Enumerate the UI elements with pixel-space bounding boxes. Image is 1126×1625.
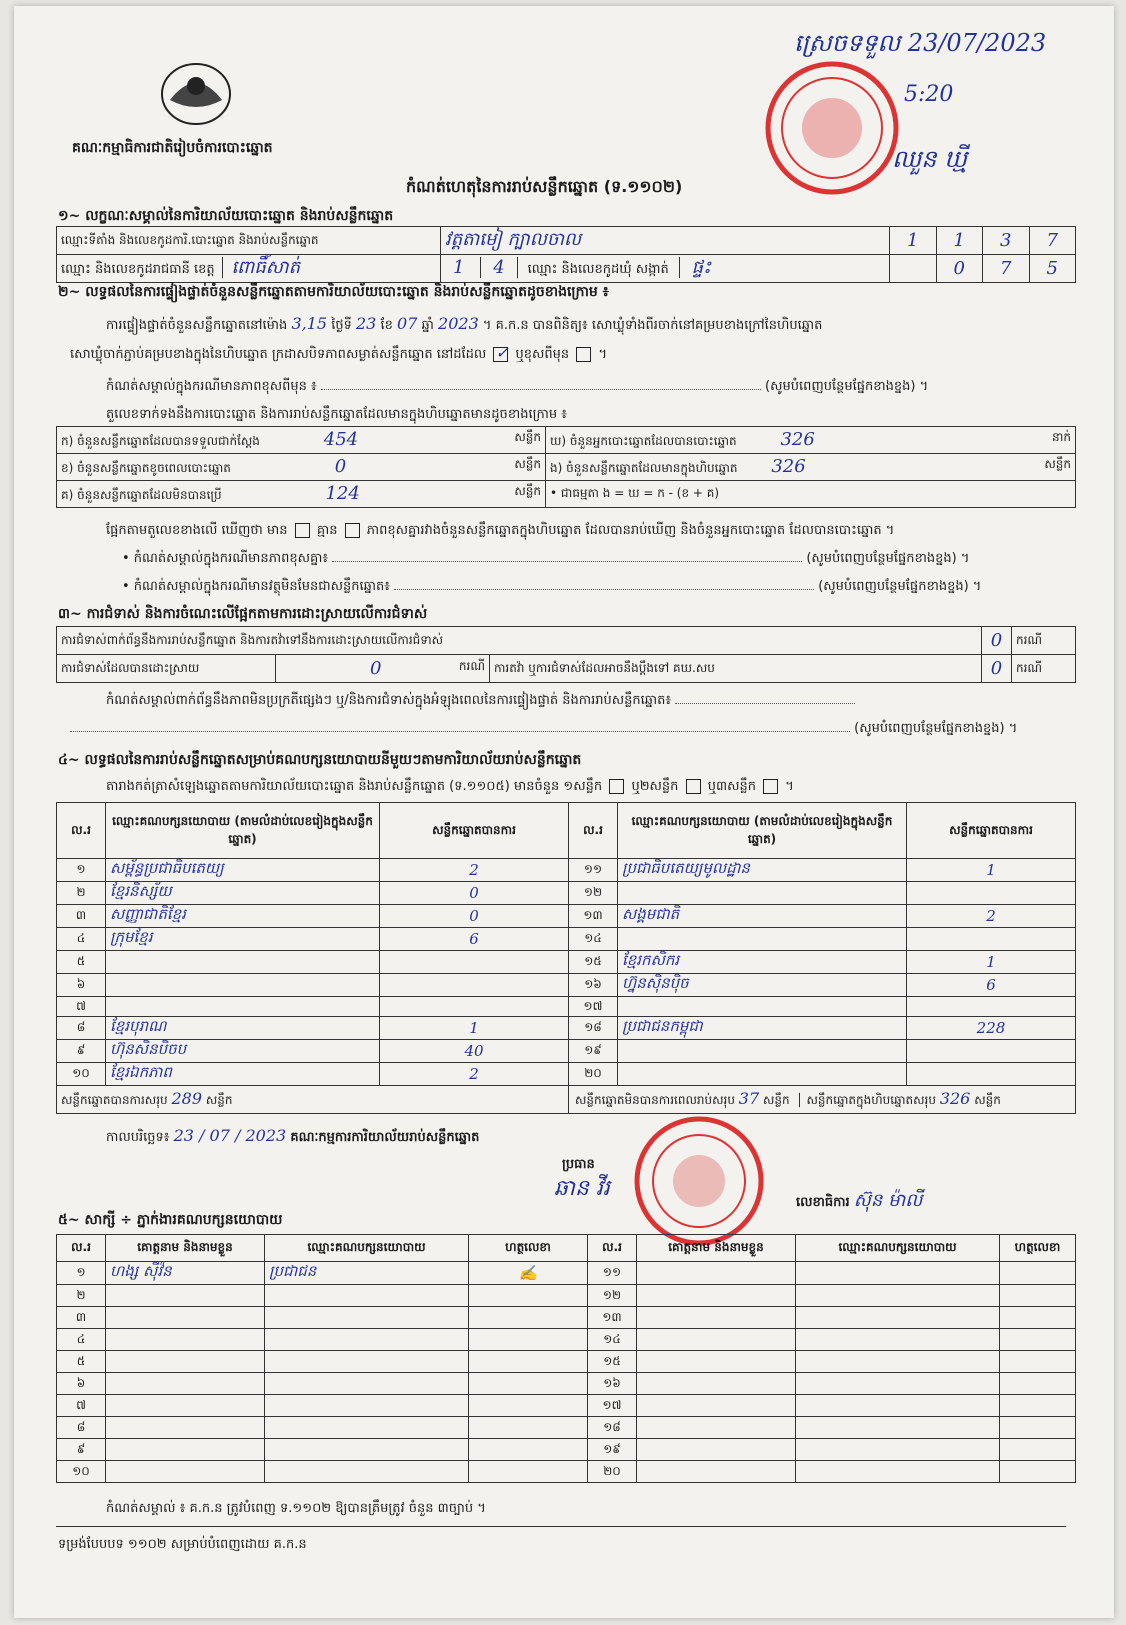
party-name: ក្រុមខ្មែរ [106,928,380,951]
nec-emblem-logo [156,56,236,128]
party-votes: 2 [380,859,569,882]
section-2-heading: ២~ លទ្ធផលនៃការផ្ទៀងផ្ទាត់ចំនួនសន្លឹកឆ្នោតតាមការិយាល័យបោះឆ្នោត និងរាប់សន្លឹកឆ្នោតដូចខាងក្រោម ៖ [58,284,609,300]
party-votes: 0 [380,882,569,905]
party-row-number: ៦ [57,974,106,997]
witness-row-number: ១៥ [588,1351,637,1373]
witness-party [796,1329,1000,1351]
station-code-3: 3 [983,227,1030,255]
party-votes: 1 [380,1017,569,1040]
party-row-number: ១២ [569,882,618,905]
party-rows [57,859,1076,1086]
witness-row-number: ៨ [57,1417,106,1439]
prior-note-hint: (សូមបំពេញបន្ថែមផ្នែកខាងខ្នង) ។ [765,379,929,394]
reconcile-sentence: ។ គ.ក.ន បានពិនិត្យ៖ សោឃ្លុំទាំងពីរចាក់នៅគម្របខាងក្រៅនៃហិបឆ្នោត [482,318,823,333]
witness-party [796,1395,1000,1417]
discrepancy-sentence-a: ផ្អែកតាមតួលេខខាងលើ ឃើញថា មាន [106,523,288,538]
party-name [106,951,380,974]
witness-row [57,1285,1076,1307]
witness-name [106,1373,265,1395]
party-votes: 1 [907,859,1076,882]
party-votes [380,997,569,1017]
footer-divider [56,1526,1066,1527]
witness-name [637,1395,796,1417]
witness-col-sign-left: ហត្ថលេខា [469,1235,588,1262]
party-row-number: ១១ [569,859,618,882]
station-label: ឈ្មោះទីតាំង និងលេខកូដការិ.បោះឆ្នោត និងរាប់សន្លឹកឆ្នោត [57,227,441,255]
party-row [57,905,1076,928]
valid-votes-label: សន្លឹកឆ្នោតបានការសរុប [61,1093,168,1107]
party-row-number: ១៥ [569,951,618,974]
seal-no-checkbox[interactable] [576,347,591,362]
witness-row-number: ១២ [588,1285,637,1307]
count-b-label: ខ) ចំនួនសន្លឹកឆ្នោតខូចពេលបោះឆ្នោត [61,461,231,475]
witness-signature [1000,1417,1076,1439]
party-name [106,997,380,1017]
witness-row-number: ៤ [57,1329,106,1351]
ballot-counts-table: ក) ចំនួនសន្លឹកឆ្នោតដែលបានទទួលជាក់ស្តែង 454 សន្លឹក ឃ) ចំនួនអ្នកបោះឆ្នោតដែលបានបោះឆ្នោត 326 នាក់ ខ) ចំនួនសន្លឹកឆ្នោតខូចពេលបោះឆ្នោត 0 សន្លឹក ង) ចំនួនសន្លឹកឆ្នោតដែលមានក្នុងហិបឆ្នោត 326 សន្លឹក គ) ចំនួនសន្លឹកឆ្នោតដែលមិនបានប្រើ 124 សន្លឹក • ជាធម្មតា ង = ឃ = ក - (ខ + គ) [56,426,1076,508]
foreign-object-note-label: • កំណត់សម្គាល់ក្នុងករណីមានវត្ថុមិនមែនជាសន្លឹកឆ្នោត៖ [122,579,390,594]
party-row [57,859,1076,882]
section-3-heading: ៣~ ការជំទាស់ និងការចំណេះលើផ្អែកតាមការដោះស្រាយលើការជំទាស់ [58,606,428,622]
witness-signature [1000,1307,1076,1329]
party-row [57,951,1076,974]
witness-party [265,1395,469,1417]
witness-signature [1000,1461,1076,1483]
witness-col-name-left: គោត្តនាម និងនាមខ្លួន [106,1235,265,1262]
count-e-label: ង) ចំនួនសន្លឹកឆ្នោតដែលមានក្នុងហិបឆ្នោត [550,461,738,475]
party-row-number: ១៧ [569,997,618,1017]
witness-row-number: ១៤ [588,1329,637,1351]
witness-signature [469,1461,588,1483]
witness-row [57,1395,1076,1417]
party-votes: 228 [907,1017,1076,1040]
col-no-right: ល.រ [569,803,618,859]
witness-name [637,1439,796,1461]
party-row-number: ១ [57,859,106,882]
witness-signature [1000,1373,1076,1395]
witness-party [265,1307,469,1329]
witness-col-sign-right: ហត្ថលេខា [1000,1235,1076,1262]
party-votes: 40 [380,1040,569,1063]
witness-row [57,1262,1076,1285]
witness-party [796,1439,1000,1461]
witness-name [637,1417,796,1439]
witness-row-number: ១៨ [588,1417,637,1439]
witness-name [106,1417,265,1439]
witness-signature [469,1329,588,1351]
witness-row-number: ៩ [57,1439,106,1461]
party-votes: 6 [380,928,569,951]
irregularity-note-label: កំណត់សម្គាល់ពាក់ព័ន្ធនឹងភាពមិនប្រក្រតីផ្សេងៗ ឬ/និងការជំទាស់ក្នុងអំឡុងពេលនៃការផ្ទៀងផ្ទាត់ និងការរាប់សន្លឹកឆ្នោត៖ [106,693,672,708]
party-votes [907,1040,1076,1063]
commune-code-3: 5 [1029,255,1076,283]
party-name [106,974,380,997]
witness-rows [57,1262,1076,1483]
witness-signature [469,1351,588,1373]
witness-name [106,1461,265,1483]
party-row-number: ១០ [57,1063,106,1086]
objections-table: ការជំទាស់ពាក់ព័ន្ធនឹងការរាប់សន្លឹកឆ្នោត និងការតវ៉ាទៅនឹងការដោះស្រាយលើការជំទាស់ 0 ករណី ការជំទាស់ដែលបានដោះស្រាយ 0 ករណី ការតវ៉ា ឬការជំទាស់ដែលអាចនឹងប្តឹងទៅ គឃ.សប 0 ករណី [56,626,1076,683]
reconcile-year-label: ឆ្នាំ [421,318,434,333]
witness-row [57,1417,1076,1439]
witness-signature [469,1395,588,1417]
witness-row-number: ៣ [57,1307,106,1329]
party-name: ប្រជាជនកម្ពុជា [618,1017,907,1040]
received-date-handwritten: ស្រេចទទួល 23/07/2023 [794,29,1047,57]
annex-one-checkbox[interactable] [609,779,624,794]
reconcile-day-label: ថ្ងៃទី [331,318,352,333]
party-row [57,882,1076,905]
party-row-number: ១៣ [569,905,618,928]
count-e-value: 326 [771,456,806,477]
count-formula: • ជាធម្មតា ង = ឃ = ក - (ខ + គ) [546,481,1076,508]
count-b-value: 0 [334,456,347,477]
witness-name [106,1329,265,1351]
party-row-number: ១៦ [569,974,618,997]
witness-signature [1000,1439,1076,1461]
witness-row-number: ២ [57,1285,106,1307]
witness-party [796,1461,1000,1483]
party-name: ខ្មែរឯកភាព [106,1063,380,1086]
witness-col-name-right: គោត្តនាម និងនាមខ្លួន [637,1235,796,1262]
count-d-value: 326 [780,429,815,450]
commune-label: ឈ្មោះ និងលេខកូដឃុំ សង្កាត់ [527,262,669,277]
col-votes-left: សន្លឹកឆ្នោតបានការ [380,803,569,859]
party-votes: 6 [907,974,1076,997]
resolved-label: ការជំទាស់ដែលបានដោះស្រាយ [57,655,276,683]
witness-name [637,1262,796,1285]
chair-label: ប្រធាន [562,1157,595,1172]
box-votes-label: សន្លឹកឆ្នោតក្នុងហិបឆ្នោតសរុប [806,1093,936,1107]
party-row-number: ៥ [57,951,106,974]
witness-row [57,1373,1076,1395]
party-row-number: ៩ [57,1040,106,1063]
chair-signature: ឆាន វីរ [554,1176,610,1201]
witness-signature [469,1417,588,1439]
witness-row [57,1329,1076,1351]
province-code-2: 4 [480,257,517,278]
party-name [618,882,907,905]
count-d-label: ឃ) ចំនួនអ្នកបោះឆ្នោតដែលបានបោះឆ្នោត [550,434,737,448]
witness-row-number: ១០ [57,1461,106,1483]
witness-row-number: ២០ [588,1461,637,1483]
commune-code-2: 7 [983,255,1030,283]
footer-note: កំណត់សម្គាល់ ៖ គ.ក.ន ត្រូវបំពេញ ទ.១១០២ ឱ្យបានត្រឹមត្រូវ ចំនួន ៣ច្បាប់ ។ [106,1501,486,1516]
party-votes [380,974,569,997]
commission-name: គណៈកម្មាធិការជាតិរៀបចំការបោះឆ្នោត [72,140,273,156]
party-name: ហ៊ុនសិនបិចប [106,1040,380,1063]
reconcile-time-label: ការផ្ទៀងផ្ទាត់ចំនួនសន្លឹកឆ្នោតនៅម៉ោង [106,318,288,333]
reconcile-month-value: 07 [397,314,418,333]
party-votes: 1 [907,951,1076,974]
witness-name [637,1373,796,1395]
party-name [618,928,907,951]
secretary-label: លេខាធិការ [796,1195,850,1210]
party-votes [907,997,1076,1017]
party-votes: 2 [907,905,1076,928]
party-row [57,1040,1076,1063]
party-votes: 0 [380,905,569,928]
section-4-heading: ៤~ លទ្ធផលនៃការរាប់សន្លឹកឆ្នោតសម្រាប់គណបក្សនយោបាយនីមួយៗតាមការិយាល័យរាប់សន្លឹកឆ្នោត [58,752,582,768]
witness-party [796,1417,1000,1439]
discrepancy-yes-checkbox[interactable] [295,523,310,538]
witness-name [106,1351,265,1373]
witness-row [57,1439,1076,1461]
seal-no-label: ឬខុសពីមុន [515,347,570,362]
witness-party [796,1285,1000,1307]
received-by-handwritten: ឈួន ឃ្មី [892,145,968,173]
province-code-1: 1 [453,257,465,278]
witness-row-number: ១៧ [588,1395,637,1417]
witness-party [265,1351,469,1373]
party-row [57,1063,1076,1086]
col-no-left: ល.រ [57,803,106,859]
party-name: ប្រជាធិបតេយ្យមូលដ្ឋាន [618,859,907,882]
party-row [57,997,1076,1017]
witness-row [57,1351,1076,1373]
witness-party [265,1329,469,1351]
witness-row-number: ៦ [57,1373,106,1395]
reconcile-year-value: 2023 [438,314,479,333]
official-seal-stamp-bottom [632,1114,766,1248]
witness-row-number: ១៣ [588,1307,637,1329]
count-a-label: ក) ចំនួនសន្លឹកឆ្នោតដែលបានទទួលជាក់ស្តែង [61,434,260,448]
footer-form-label: ទម្រង់បែបបទ ១១០២ សម្រាប់បំពេញដោយ គ.ក.ន [58,1537,307,1552]
witness-name [637,1329,796,1351]
witness-party [796,1307,1000,1329]
objections-total-label: ការជំទាស់ពាក់ព័ន្ធនឹងការរាប់សន្លឹកឆ្នោត និងការតវ៉ាទៅនឹងការដោះស្រាយលើការជំទាស់ [57,627,982,655]
witness-row-number: ៧ [57,1395,106,1417]
party-row-number: ៤ [57,928,106,951]
witness-name [106,1439,265,1461]
col-party-right: ឈ្មោះគណបក្សនយោបាយ (តាមលំដាប់លេខរៀងក្នុងសន្លឹកឆ្នោត) [618,803,907,859]
discrepancy-no-checkbox[interactable] [345,523,360,538]
witness-col-party-right: ឈ្មោះគណបក្សនយោបាយ [796,1235,1000,1262]
commune-value: ផ្ទះ [679,257,723,278]
count-c-label: គ) ចំនួនសន្លឹកឆ្នោតដែលមិនបានប្រើ [61,488,222,502]
party-row-number: ២០ [569,1063,618,1086]
party-row-number: ១៤ [569,928,618,951]
witness-row-number: ១៩ [588,1439,637,1461]
ballot-count-form-sheet: គណៈកម្មាធិការជាតិរៀបចំការបោះឆ្នោត កំណត់ហេតុនៃការរាប់សន្លឹកឆ្នោត (ទ.១១០២) ស្រេចទទួល 23/07/2023 5:20 ឈួន ឃ្មី ១~ លក្ខណៈសម្គាល់នៃការិយាល័យបោះឆ្នោត និងរាប់សន្លឹកឆ្នោត ឈ្មោះទីតាំង និងលេខកូដការិ.បោះឆ្នោត និងរាប់សន្លឹកឆ្នោត វត្តតាមៀ ក្បាលចាល 1 1 3 7 ឈ្មោះ និងលេខកូដរាជធានី ខេត្ត ពោធិ៍សាត់ 1 4 ឈ្មោះ និងលេខកូដឃុំ សង្កាត់ ផ្ទះ 0 7 5 ២~ លទ្ធផលនៃការផ្ទៀងផ្ទាត់ចំនួនសន្លឹកឆ្នោតតាមការិយាល័យបោះឆ្នោត និងរាប់សន្លឹកឆ្នោតដូចខាងក្រោម ៖ ការផ្ទៀងផ្ទាត់ចំនួនសន្លឹកឆ្នោតនៅម៉ោង 3,15 ថ្ងៃទី 23 ខែ 07 ឆ្នាំ 2023 ។ គ.ក.ន បានពិនិត្យ៖ សោឃ្លុំទាំងពីរចាក់នៅគម្របខាងក្រៅនៃហិបឆ្នោត សោឃ្លុំចាក់ភ្ជាប់គម្របខាងក្នុងនៃហិបឆ្នោត ក្រដាសបិទភាពសម្ងាត់សន្លឹកឆ្នោត នៅដដែល ✓ ឬខុសពីមុន ។ កំណត់សម្គាល់ក្នុងករណីមានភាពខុសពីមុន ៖ (សូមបំពេញបន្ថែមផ្នែកខាងខ្នង) ។ តួលេខទាក់ទងនឹងការបោះឆ្នោត និងការរាប់សន្លឹកឆ្នោតដែលមានក្នុងហិបឆ្នោតមានដូចខាងក្រោម ៖ ក) ចំនួនសន្លឹកឆ្នោតដែលបានទទួលជាក់ស្តែង 454 សន្លឹក ឃ) ចំនួនអ្នកបោះឆ្នោតដែលបានបោះឆ្នោត 326 នាក់ ខ) ចំនួនសន្លឹកឆ្នោតខូចពេលបោះឆ្នោត 0 សន្លឹក ង) ចំនួនសន្លឹកឆ្នោតដែលមានក្នុងហិបឆ្នោត 326 សន្លឹក គ) ចំនួនសន្លឹកឆ្នោតដែលមិនបានប្រើ 124 សន្លឹក • ជាធម្មតា ង = ឃ = ក - (ខ + គ) ផ្អែកតាមតួលេខខាងលើ ឃើញថា មាន គ្មាន ភាពខុសគ្នារវាងចំនួនសន្លឹកឆ្នោតក្នុងហិបឆ្នោត ដែលបានរាប់ឃើញ និងចំនួនអ្នកបោះឆ្នោត ដែលបានបោះឆ្នោត ។ • កំណត់សម្គាល់ក្នុងករណីមានភាពខុសគ្នា៖ (សូមបំពេញបន្ថែមផ្នែកខាងខ្នង) ។ • កំណត់សម្គាល់ក្នុងករណីមានវត្ថុមិនមែនជាសន្លឹកឆ្នោត៖ (សូមបំពេញបន្ថែមផ្នែកខាងខ្នង) ។ ៣~ ការជំទាស់ និងការចំណេះលើផ្អែកតាមការដោះស្រាយលើការជំទាស់ ការជំទាស់ពាក់ព័ន្ធនឹងការរាប់សន្លឹកឆ្នោត និងការតវ៉ាទៅនឹងការដោះស្រាយលើការជំទាស់ 0 ករណី ការជំទាស់ដែលបានដោះស្រាយ 0 ករណី ការតវ៉ា ឬការជំទាស់ដែលអាចនឹងប្តឹងទៅ គឃ.សប 0 ករណី កំណត់សម្គាល់ពាក់ព័ន្ធនឹងភាពមិនប្រក្រតីផ្សេងៗ ឬ/និងការជំទាស់ក្នុងអំឡុងពេលនៃការផ្ទៀងផ្ទាត់ និងការរាប់សន្លឹកឆ្នោត៖ (សូមបំពេញបន្ថែមផ្នែកខាងខ្នង) ។ ៤~ លទ្ធផលនៃការរាប់សន្លឹកឆ្នោតសម្រាប់គណបក្សនយោបាយនីមួយៗតាមការិយាល័យរាប់សន្លឹកឆ្នោត តារាងកត់ត្រាសំឡេងឆ្នោតតាមការិយាល័យបោះឆ្នោត និងរាប់សន្លឹកឆ្នោត (ទ.១១០៥) មានចំនួន ១សន្លឹក ឬ២សន្លឹក ឬ៣សន្លឹក ។ ល.រ ឈ្មោះគណបក្សនយោបាយ (តាមលំដាប់លេខរៀងក្នុងសន្លឹកឆ្នោត) សន្លឹកឆ្នោតបានការ ល.រ ឈ្មោះគណបក្សនយោបាយ (តាមលំដាប់លេខរៀងក្នុងសន្លឹកឆ្នោត) សន្លឹកឆ្នោតបានការ ១ សម្ព័ន្ធប្រជាធិបតេយ្យ 2 ១១ ប្រជាធិបតេយ្យមូលដ្ឋាន 1 ២ ខ្មែរនិស្ស័យ 0 ១២ ៣ សញ្ញាជាតិខ្មែរ 0 ១៣ សង្គមជាតិ 2 ៤ ក្រុមខ្មែរ 6 ១៤ ៥ ១៥ ខ្មែរកសិករ 1 ៦ ១៦ ហ្វ៊ុនស៊ិនប៉ិច 6 ៧ ១៧ ៨ ខ្មែរបុរាណ 1 ១៨ ប្រជាជនកម្ពុជា 228 ៩ ហ៊ុនសិនបិចប 40 ១៩ ១០ ខ្មែរឯកភាព 2 ២០ សន្លឹកឆ្នោតបានការសរុប 289 សន្លឹក សន្លឹកឆ្នោតមិនបានការពេលរាប់សរុប 37 សន្លឹក សន្លឹកឆ្នោតក្នុងហិបឆ្នោតសរុប 326 សន្លឹក កាលបរិច្ឆេទ៖ 23 / 07 / 2023 គណៈកម្មការការិយាល័យរាប់សន្លឹកឆ្នោត ប្រធាន ឆាន វីរ លេខាធិការ ស៊ុន ម៉ាលី ៥~ សាក្សី ÷ ភ្នាក់ងារគណបក្សនយោបាយ ល.រ គោត្តនាម និងនាមខ្លួន ឈ្មោះគណបក្សនយោបាយ ហត្ថលេខា ល.រ គោត្តនាម និងនាមខ្លួន ឈ្មោះគណបក្សនយោបាយ ហត្ថលេខា ១ ហង្ស ស៊ីវ៉ន ប្រជាជន ✍ ១១ ២ ១២ ៣ ១៣ ៤ ១៤ ៥ ១៥ ៦ ១៦ ៧ ១៧ ៨ ១៨ ៩ ១៩ ១០ ២០ កំណត់សម្គាល់ ៖ គ.ក.ន ត្រូវបំពេញ ទ.១១០២ ឱ្យបានត្រឹមត្រូវ ចំនួន ៣ច្បាប់ ។ ទម្រង់បែបបទ ១១០២ សម្រាប់បំពេញដោយ គ.ក.ន [14,6,1114,1618]
province-label: ឈ្មោះ និងលេខកូដរាជធានី ខេត្ត [61,262,215,277]
party-row [57,928,1076,951]
made-date-value: 23 / 07 / 2023 [173,1126,287,1145]
valid-votes-total: 289 [171,1089,203,1108]
reconcile-day-value: 23 [355,314,377,333]
station-code-4: 7 [1029,227,1076,255]
witness-party [796,1351,1000,1373]
invalid-votes-label: សន្លឹកឆ្នោតមិនបានការពេលរាប់សរុប [575,1093,735,1107]
witness-name [637,1461,796,1483]
witness-name [637,1307,796,1329]
col-votes-right: សន្លឹកឆ្នោតបានការ [907,803,1076,859]
party-votes [907,928,1076,951]
objections-total-value: 0 [982,627,1012,655]
party-name: ហ្វ៊ុនស៊ិនប៉ិច [618,974,907,997]
party-name [618,1040,907,1063]
witness-signature [1000,1285,1076,1307]
party-votes [907,1063,1076,1086]
reconcile-month-label: ខែ [380,318,393,333]
witness-party [265,1417,469,1439]
party-votes [380,951,569,974]
witness-name [106,1395,265,1417]
witness-name [106,1307,265,1329]
party-name: ខ្មែរនិស្ស័យ [106,882,380,905]
party-votes-table: ល.រ ឈ្មោះគណបក្សនយោបាយ (តាមលំដាប់លេខរៀងក្នុងសន្លឹកឆ្នោត) សន្លឹកឆ្នោតបានការ ល.រ ឈ្មោះគណបក្សនយោបាយ (តាមលំដាប់លេខរៀងក្នុងសន្លឹកឆ្នោត) សន្លឹកឆ្នោតបានការ ១ សម្ព័ន្ធប្រជាធិបតេយ្យ 2 ១១ ប្រជាធិបតេយ្យមូលដ្ឋាន 1 ២ ខ្មែរនិស្ស័យ 0 ១២ ៣ សញ្ញាជាតិខ្មែរ 0 ១៣ សង្គមជាតិ 2 ៤ ក្រុមខ្មែរ 6 ១៤ ៥ ១៥ ខ្មែរកសិករ 1 ៦ ១៦ ហ្វ៊ុនស៊ិនប៉ិច 6 ៧ ១៧ ៨ ខ្មែរបុរាណ 1 ១៨ ប្រជាជនកម្ពុជា 228 ៩ ហ៊ុនសិនបិចប 40 ១៩ ១០ ខ្មែរឯកភាព 2 ២០ សន្លឹកឆ្នោតបានការសរុប 289 សន្លឹក សន្លឹកឆ្នោតមិនបានការពេលរាប់សរុប 37 សន្លឹក សន្លឹកឆ្នោតក្នុងហិបឆ្នោតសរុប 326 សន្លឹក [56,802,1076,1114]
party-row-number: ១៩ [569,1040,618,1063]
col-party-left: ឈ្មោះគណបក្សនយោបាយ (តាមលំដាប់លេខរៀងក្នុងសន្លឹកឆ្នោត) [106,803,380,859]
made-date-label: កាលបរិច្ឆេទ៖ [106,1130,170,1145]
witness-row [57,1461,1076,1483]
seal-sentence: សោឃ្លុំចាក់ភ្ជាប់គម្របខាងក្នុងនៃហិបឆ្នោត ក្រដាសបិទភាពសម្ងាត់សន្លឹកឆ្នោត នៅដដែល [70,347,487,362]
witness-party [796,1373,1000,1395]
witness-signature [1000,1329,1076,1351]
secretary-signature: ស៊ុន ម៉ាលី [853,1190,923,1211]
witness-party [265,1461,469,1483]
witness-party [796,1262,1000,1285]
prior-note-label: កំណត់សម្គាល់ក្នុងករណីមានភាពខុសពីមុន ៖ [106,379,317,394]
party-row-number: ៣ [57,905,106,928]
appealed-label: ការតវ៉ា ឬការជំទាស់ដែលអាចនឹងប្តឹងទៅ គឃ.សប [490,655,982,683]
commune-code-1: 0 [936,255,983,283]
witness-signature [469,1307,588,1329]
section-5-heading: ៥~ សាក្សី ÷ ភ្នាក់ងារគណបក្សនយោបាយ [58,1212,283,1228]
witness-party: ប្រជាជន [265,1262,469,1285]
form-title: កំណត់ហេតុនៃការរាប់សន្លឹកឆ្នោត (ទ.១១០២) [406,177,683,196]
province-value: ពោធិ៍សាត់ [222,257,308,278]
party-name: ខ្មែរបុរាណ [106,1017,380,1040]
invalid-votes-total: 37 [738,1089,760,1108]
witness-table [56,1234,1076,1483]
witness-row-number: ១១ [588,1262,637,1285]
party-name: សង្គមជាតិ [618,905,907,928]
annex-three-checkbox[interactable] [763,779,778,794]
witness-col-party-left: ឈ្មោះគណបក្សនយោបាយ [265,1235,469,1262]
party-name [618,1063,907,1086]
witness-name [637,1351,796,1373]
witness-col-no-left: ល.រ [57,1235,106,1262]
party-votes: 2 [380,1063,569,1086]
witness-col-no-right: ល.រ [588,1235,637,1262]
witness-signature: ✍ [469,1262,588,1285]
reconcile-time-value: 3,15 [291,314,328,333]
count-a-value: 454 [323,429,359,450]
witness-party [265,1285,469,1307]
annex-two-checkbox[interactable] [686,779,701,794]
section-1-table [56,226,1076,283]
witness-signature [469,1373,588,1395]
party-row [57,974,1076,997]
witness-name [637,1285,796,1307]
appealed-value: 0 [982,655,1012,683]
section-1-heading: ១~ លក្ខណៈសម្គាល់នៃការិយាល័យបោះឆ្នោត និងរាប់សន្លឹកឆ្នោត [58,208,394,224]
seal-yes-checkbox[interactable]: ✓ [495,343,509,362]
witness-signature [1000,1351,1076,1373]
station-code-2: 1 [936,227,983,255]
witness-name: ហង្ស ស៊ីវ៉ន [106,1262,265,1285]
witness-row-number: ១៦ [588,1373,637,1395]
witness-name [106,1285,265,1307]
count-c-value: 124 [325,483,360,504]
annex-sentence: តារាងកត់ត្រាសំឡេងឆ្នោតតាមការិយាល័យបោះឆ្នោត និងរាប់សន្លឹកឆ្នោត (ទ.១១០៥) មានចំនួន ១សន្លឹក [106,779,603,794]
party-name: ខ្មែរកសិករ [618,951,907,974]
station-code-1: 1 [890,227,937,255]
witness-signature [469,1439,588,1461]
party-name [618,997,907,1017]
box-votes-total: 326 [939,1089,971,1108]
witness-party [265,1439,469,1461]
witness-row-number: ១ [57,1262,106,1285]
party-row-number: ១៨ [569,1017,618,1040]
party-row-number: ៧ [57,997,106,1017]
party-row-number: ៨ [57,1017,106,1040]
commission-sign-label: គណៈកម្មការការិយាល័យរាប់សន្លឹកឆ្នោត [290,1130,480,1145]
witness-signature [1000,1395,1076,1417]
witness-row [57,1307,1076,1329]
received-time-handwritten: 5:20 [904,82,954,107]
discrepancy-note-label: • កំណត់សម្គាល់ក្នុងករណីមានភាពខុសគ្នា៖ [122,551,329,566]
witness-party [265,1373,469,1395]
counts-intro: តួលេខទាក់ទងនឹងការបោះឆ្នោត និងការរាប់សន្លឹកឆ្នោតដែលមានក្នុងហិបឆ្នោតមានដូចខាងក្រោម ៖ [106,407,567,422]
party-name: សញ្ញាជាតិខ្មែរ [106,905,380,928]
resolved-value: 0 [370,658,382,679]
party-row-number: ២ [57,882,106,905]
party-votes [907,882,1076,905]
station-name-value: វត្តតាមៀ ក្បាលចាល [441,227,890,255]
party-name: សម្ព័ន្ធប្រជាធិបតេយ្យ [106,859,380,882]
witness-signature [469,1285,588,1307]
party-row [57,1017,1076,1040]
witness-row-number: ៥ [57,1351,106,1373]
witness-signature [1000,1262,1076,1285]
official-seal-stamp-top [762,58,902,198]
